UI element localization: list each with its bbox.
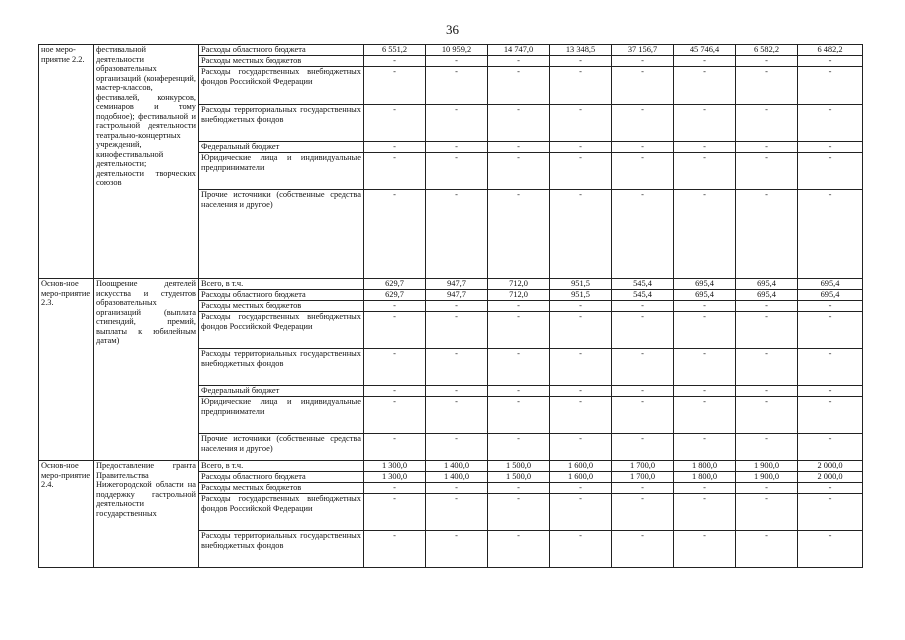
value-cell: - [736, 312, 798, 349]
value-cell: - [612, 312, 674, 349]
value-cell: - [798, 386, 863, 397]
value-cell: - [612, 349, 674, 386]
value-cell: - [488, 105, 550, 142]
funding-source-cell: Расходы государственных внебюджетных фондов Российской Федерации [199, 67, 364, 105]
value-cell: - [736, 56, 798, 67]
value-cell: - [550, 531, 612, 568]
value-cell: - [426, 56, 488, 67]
value-cell: 1 900,0 [736, 461, 798, 472]
value-cell: - [364, 312, 426, 349]
value-cell: - [674, 494, 736, 531]
value-cell: 629,7 [364, 290, 426, 301]
value-cell: - [736, 105, 798, 142]
value-cell: - [488, 386, 550, 397]
value-cell: - [488, 483, 550, 494]
value-cell: - [736, 153, 798, 190]
value-cell: - [488, 434, 550, 461]
value-cell: - [488, 312, 550, 349]
value-cell: 951,5 [550, 290, 612, 301]
table-row [39, 279, 863, 290]
value-cell: 6 482,2 [798, 45, 863, 56]
value-cell: 10 959,2 [426, 45, 488, 56]
value-cell: - [736, 494, 798, 531]
value-cell: 695,4 [736, 290, 798, 301]
funding-source-cell: Расходы территориальных государственных внебюджетных фондов [199, 105, 364, 142]
funding-source-cell: Расходы государственных внебюджетных фондов Российской Федерации [199, 494, 364, 531]
value-cell: 1 300,0 [364, 461, 426, 472]
value-cell: - [674, 386, 736, 397]
value-cell: - [488, 190, 550, 279]
value-cell: - [550, 105, 612, 142]
funding-source-cell: Расходы государственных внебюджетных фондов Российской Федерации [199, 312, 364, 349]
value-cell: 14 747,0 [488, 45, 550, 56]
value-cell: - [426, 312, 488, 349]
table-row [39, 45, 863, 56]
value-cell: 1 600,0 [550, 461, 612, 472]
value-cell: - [426, 483, 488, 494]
funding-source-cell: Расходы местных бюджетов [199, 483, 364, 494]
value-cell: - [426, 190, 488, 279]
value-cell: 1 400,0 [426, 461, 488, 472]
value-cell: 1 500,0 [488, 472, 550, 483]
funding-source-cell: Юридические лица и индивидуальные предприниматели [199, 397, 364, 434]
value-cell: - [674, 153, 736, 190]
value-cell: - [550, 153, 612, 190]
value-cell: 695,4 [798, 279, 863, 290]
value-cell: - [736, 301, 798, 312]
value-cell: 1 300,0 [364, 472, 426, 483]
value-cell: - [550, 56, 612, 67]
event-id-cell: Основ-ное меро-приятие 2.3. [39, 279, 94, 461]
value-cell: - [612, 494, 674, 531]
value-cell: 712,0 [488, 290, 550, 301]
value-cell: - [612, 153, 674, 190]
value-cell: 6 551,2 [364, 45, 426, 56]
value-cell: 545,4 [612, 279, 674, 290]
budget-table [38, 44, 863, 568]
value-cell: - [550, 142, 612, 153]
event-id-cell: ное меро-приятие 2.2. [39, 45, 94, 279]
value-cell: - [364, 494, 426, 531]
value-cell: - [426, 386, 488, 397]
value-cell: - [798, 142, 863, 153]
value-cell: 6 582,2 [736, 45, 798, 56]
funding-source-cell: Расходы областного бюджета [199, 45, 364, 56]
value-cell: 1 800,0 [674, 472, 736, 483]
value-cell: 1 600,0 [550, 472, 612, 483]
value-cell: 2 000,0 [798, 472, 863, 483]
value-cell: 545,4 [612, 290, 674, 301]
value-cell: - [798, 483, 863, 494]
value-cell: - [798, 190, 863, 279]
funding-source-cell: Всего, в т.ч. [199, 461, 364, 472]
event-id-cell: Основ-ное меро-приятие 2.4. [39, 461, 94, 568]
value-cell: - [798, 301, 863, 312]
value-cell: 947,7 [426, 290, 488, 301]
value-cell: - [798, 56, 863, 67]
funding-source-cell: Расходы местных бюджетов [199, 56, 364, 67]
funding-source-cell: Расходы территориальных государственных внебюджетных фондов [199, 531, 364, 568]
value-cell: - [736, 349, 798, 386]
value-cell: - [364, 67, 426, 105]
value-cell: 2 000,0 [798, 461, 863, 472]
value-cell: - [736, 483, 798, 494]
value-cell: - [426, 67, 488, 105]
value-cell: - [488, 301, 550, 312]
funding-source-cell: Расходы местных бюджетов [199, 301, 364, 312]
funding-source-cell: Прочие источники (собственные средства населения и другое) [199, 190, 364, 279]
value-cell: - [488, 153, 550, 190]
value-cell: - [736, 434, 798, 461]
value-cell: - [798, 531, 863, 568]
value-cell: - [550, 349, 612, 386]
table-body [39, 45, 863, 568]
value-cell: - [364, 301, 426, 312]
value-cell: - [798, 312, 863, 349]
value-cell: - [550, 301, 612, 312]
value-cell: - [798, 494, 863, 531]
value-cell: - [674, 142, 736, 153]
funding-source-cell: Расходы областного бюджета [199, 290, 364, 301]
value-cell: 1 700,0 [612, 461, 674, 472]
value-cell: - [674, 349, 736, 386]
value-cell: - [426, 301, 488, 312]
value-cell: - [364, 483, 426, 494]
value-cell: 1 400,0 [426, 472, 488, 483]
event-description-cell: Поощрение деятелей искусства и студентов образовательных организаций (выплата стипендий, премий, выплаты к юбилейным датам) [94, 279, 199, 461]
value-cell: - [426, 153, 488, 190]
funding-source-cell: Прочие источники (собственные средства населения и другое) [199, 434, 364, 461]
value-cell: - [488, 142, 550, 153]
value-cell: - [612, 483, 674, 494]
value-cell: - [364, 434, 426, 461]
value-cell: - [426, 531, 488, 568]
value-cell: 629,7 [364, 279, 426, 290]
table-row [39, 461, 863, 472]
value-cell: - [550, 190, 612, 279]
value-cell: - [550, 397, 612, 434]
value-cell: - [426, 434, 488, 461]
value-cell: - [550, 494, 612, 531]
value-cell: - [674, 312, 736, 349]
value-cell: 947,7 [426, 279, 488, 290]
value-cell: - [426, 105, 488, 142]
value-cell: - [674, 483, 736, 494]
value-cell: 1 800,0 [674, 461, 736, 472]
value-cell: - [426, 397, 488, 434]
value-cell: 695,4 [736, 279, 798, 290]
value-cell: - [364, 190, 426, 279]
value-cell: - [798, 153, 863, 190]
value-cell: 712,0 [488, 279, 550, 290]
value-cell: - [736, 142, 798, 153]
value-cell: - [550, 434, 612, 461]
value-cell: 951,5 [550, 279, 612, 290]
value-cell: - [426, 142, 488, 153]
value-cell: - [488, 531, 550, 568]
value-cell: - [364, 105, 426, 142]
funding-source-cell: Юридические лица и индивидуальные предприниматели [199, 153, 364, 190]
value-cell: - [488, 349, 550, 386]
value-cell: - [612, 386, 674, 397]
funding-source-cell: Расходы территориальных государственных внебюджетных фондов [199, 349, 364, 386]
value-cell: - [364, 531, 426, 568]
value-cell: - [612, 301, 674, 312]
value-cell: - [364, 349, 426, 386]
value-cell: - [736, 386, 798, 397]
funding-source-cell: Расходы областного бюджета [199, 472, 364, 483]
value-cell: - [426, 494, 488, 531]
value-cell: - [736, 190, 798, 279]
value-cell: - [674, 397, 736, 434]
event-description-cell: Предоставление гранта Правительства Нижегородской области на поддержку гастрольной деятельности государственных [94, 461, 199, 568]
value-cell: 1 500,0 [488, 461, 550, 472]
value-cell: - [364, 142, 426, 153]
value-cell: 1 900,0 [736, 472, 798, 483]
page-number: 36 [446, 22, 459, 37]
value-cell: - [674, 434, 736, 461]
value-cell: - [736, 397, 798, 434]
value-cell: - [674, 301, 736, 312]
value-cell: - [612, 56, 674, 67]
value-cell: 37 156,7 [612, 45, 674, 56]
value-cell: - [364, 56, 426, 67]
value-cell: - [612, 397, 674, 434]
value-cell: - [612, 434, 674, 461]
value-cell: - [612, 190, 674, 279]
value-cell: - [612, 531, 674, 568]
value-cell: 45 746,4 [674, 45, 736, 56]
value-cell: - [612, 142, 674, 153]
value-cell: - [674, 531, 736, 568]
value-cell: - [674, 190, 736, 279]
value-cell: 695,4 [674, 290, 736, 301]
value-cell: - [550, 386, 612, 397]
value-cell: - [798, 105, 863, 142]
value-cell: - [550, 312, 612, 349]
value-cell: - [674, 105, 736, 142]
value-cell: - [612, 67, 674, 105]
value-cell: - [364, 386, 426, 397]
value-cell: - [736, 531, 798, 568]
value-cell: 13 348,5 [550, 45, 612, 56]
value-cell: 1 700,0 [612, 472, 674, 483]
funding-source-cell: Федеральный бюджет [199, 142, 364, 153]
value-cell: - [488, 397, 550, 434]
value-cell: - [736, 67, 798, 105]
value-cell: - [426, 349, 488, 386]
value-cell: 695,4 [798, 290, 863, 301]
value-cell: - [550, 483, 612, 494]
value-cell: - [798, 67, 863, 105]
value-cell: - [612, 105, 674, 142]
value-cell: - [674, 67, 736, 105]
event-description-cell: фестивальной деятельности образовательных организаций (конференций, мастер-классов, фестивалей, конкурсов, семинаров и тому подобное); фестивальной и гастрольной деятельности театрально-концертных учреждений, кинофестивальной деятельности; деятельности творческих союзов [94, 45, 199, 279]
funding-source-cell: Всего, в т.ч. [199, 279, 364, 290]
value-cell: - [488, 494, 550, 531]
value-cell: - [798, 434, 863, 461]
value-cell: - [550, 67, 612, 105]
value-cell: 695,4 [674, 279, 736, 290]
value-cell: - [488, 67, 550, 105]
value-cell: - [488, 56, 550, 67]
value-cell: - [364, 397, 426, 434]
value-cell: - [674, 56, 736, 67]
value-cell: - [364, 153, 426, 190]
value-cell: - [798, 349, 863, 386]
value-cell: - [798, 397, 863, 434]
funding-source-cell: Федеральный бюджет [199, 386, 364, 397]
